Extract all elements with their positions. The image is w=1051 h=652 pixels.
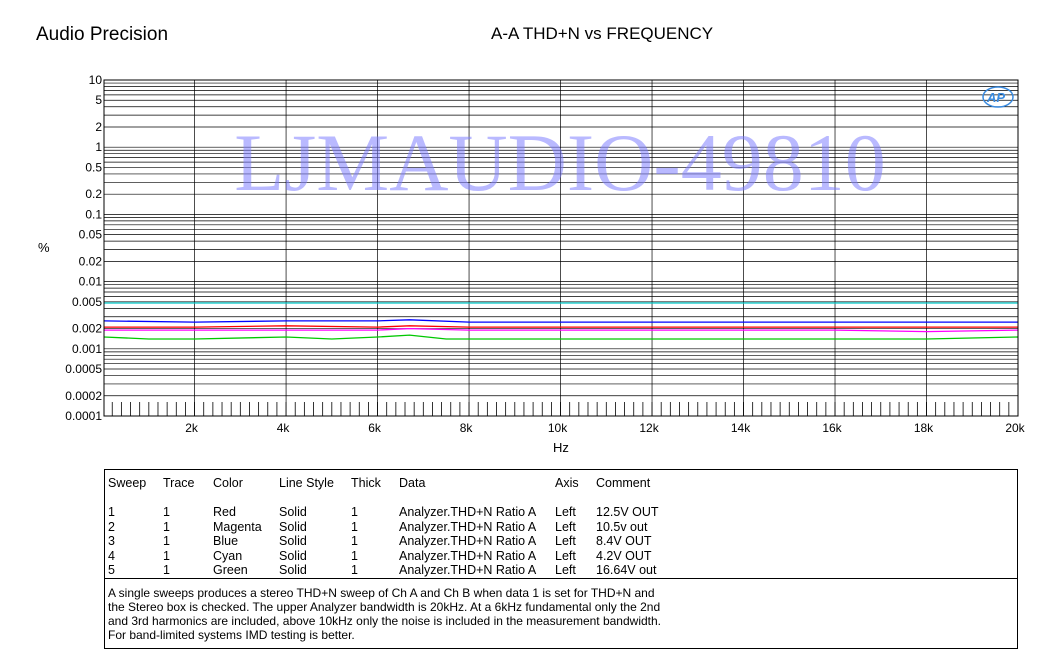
series-line-blue: [104, 320, 1018, 322]
x-tick-label: 12k: [639, 421, 659, 435]
series-line-green: [104, 335, 1018, 339]
y-tick-label: 1: [95, 140, 102, 155]
legend-cell-axis: Left: [555, 548, 576, 563]
series-line-red: [104, 326, 1018, 327]
legend-cell-linestyle: Solid: [279, 534, 307, 548]
legend-cell-sweep: 1: [108, 505, 115, 519]
legend-cell-thick: 1: [351, 534, 358, 548]
legend-cell-data: Analyzer.THD+N Ratio A: [399, 519, 537, 534]
legend-cell-comment: 16.64V out: [596, 563, 657, 577]
x-tick-label: 16k: [822, 421, 842, 435]
legend-cell-comment: 8.4V OUT: [596, 534, 652, 548]
legend-cell-thick: 1: [351, 548, 358, 563]
y-tick-label: 0.0005: [65, 362, 102, 377]
legend-cell-data: Analyzer.THD+N Ratio A: [399, 505, 537, 519]
x-tick-label: 10k: [547, 421, 568, 435]
legend-header-linestyle: Line Style: [279, 476, 334, 490]
x-axis-label: Hz: [553, 440, 569, 455]
x-tick-label: 2k: [185, 421, 198, 435]
y-tick-label: 0.005: [71, 294, 102, 309]
legend-divider: [105, 578, 1017, 579]
y-tick-label: 5: [95, 93, 102, 108]
legend-cell-trace: 1: [163, 563, 170, 577]
legend-header-axis: Axis: [555, 476, 579, 490]
legend-cell-data: Analyzer.THD+N Ratio A: [399, 563, 537, 577]
legend-cell-comment: 10.5v out: [596, 519, 648, 534]
ap-logo-icon: [983, 87, 1013, 107]
y-tick-label: 0.0002: [65, 388, 102, 403]
legend-cell-trace: 1: [163, 548, 170, 563]
y-tick-label: 0.1: [85, 207, 102, 222]
legend-row: [105, 534, 1017, 549]
legend-cell-color: Magenta: [213, 519, 262, 534]
legend-cell-comment: 4.2V OUT: [596, 548, 652, 563]
legend-cell-trace: 1: [163, 505, 170, 519]
y-tick-label: 0.0001: [65, 409, 102, 423]
legend-header-sweep: Sweep: [108, 476, 147, 490]
ap-logo-text: AP: [986, 90, 1006, 105]
legend-cell-axis: Left: [555, 505, 576, 519]
legend-header-color: Color: [213, 476, 243, 490]
legend-cell-color: Red: [213, 505, 236, 519]
legend-cell-sweep: 3: [108, 534, 115, 548]
y-tick-label: 2: [95, 119, 102, 134]
legend-header-data: Data: [399, 476, 426, 490]
y-tick-label: 10: [88, 73, 102, 87]
legend-cell-color: Blue: [213, 534, 239, 548]
x-tick-label: 8k: [459, 421, 473, 435]
legend-row: [105, 549, 1017, 564]
y-axis-label: %: [38, 240, 50, 255]
y-tick-label: 0.001: [71, 341, 102, 356]
x-tick-label: 6k: [368, 421, 381, 435]
legend-cell-sweep: 2: [108, 519, 115, 534]
y-tick-label: 0.05: [78, 227, 102, 242]
legend-cell-sweep: 5: [108, 563, 115, 577]
legend-comment: A single sweeps produces a stereo THD+N sweep of Ch A and Ch B when data 1 is set for THD+N and the Stereo box is checked. The upper Analyzer bandwidth is 20kHz. At a 6kHz fundamental only the 2nd and 3rd harmonics are included, above 10kHz only the noise is included in the measurement bandwidth. For band-limited systems IMD testing is better.: [108, 586, 661, 642]
legend-cell-thick: 1: [351, 505, 358, 519]
y-tick-label: 0.2: [85, 187, 102, 202]
legend-cell-trace: 1: [163, 534, 170, 548]
legend-row: [105, 563, 1017, 578]
x-tick-label: 4k: [276, 421, 290, 435]
chart-title: A-A THD+N vs FREQUENCY: [491, 24, 714, 43]
x-tick-label: 14k: [730, 421, 751, 435]
legend-header-thick: Thick: [351, 476, 381, 490]
y-tick-label: 0.5: [85, 160, 102, 175]
legend-cell-axis: Left: [555, 519, 576, 534]
legend-cell-data: Analyzer.THD+N Ratio A: [399, 534, 537, 548]
legend-cell-axis: Left: [555, 534, 576, 548]
legend-cell-comment: 12.5V OUT: [596, 505, 659, 519]
legend-cell-thick: 1: [351, 563, 358, 577]
y-tick-label: 0.01: [78, 274, 102, 289]
legend-cell-data: Analyzer.THD+N Ratio A: [399, 548, 537, 563]
y-tick-label: 0.002: [71, 321, 102, 336]
legend-cell-axis: Left: [555, 563, 576, 577]
legend-cell-trace: 1: [163, 519, 170, 534]
legend-header-comment: Comment: [596, 476, 651, 490]
x-tick-label: 20k: [1005, 421, 1025, 435]
legend-row: [105, 505, 1017, 520]
legend-cell-linestyle: Solid: [279, 563, 307, 577]
legend-row: [105, 520, 1017, 535]
legend-table: [104, 469, 1018, 649]
legend-cell-linestyle: Solid: [279, 548, 307, 563]
legend-cell-color: Green: [213, 563, 248, 577]
x-tick-label: 18k: [913, 421, 934, 435]
legend-cell-sweep: 4: [108, 548, 115, 563]
brand-label: Audio Precision: [36, 24, 169, 45]
watermark-text: LJMAUDIO-49810: [234, 117, 886, 208]
legend-header-trace: Trace: [163, 476, 195, 490]
legend-cell-linestyle: Solid: [279, 519, 307, 534]
legend-cell-thick: 1: [351, 519, 358, 534]
legend-cell-color: Cyan: [213, 548, 243, 563]
y-tick-label: 0.02: [78, 254, 102, 269]
legend-cell-linestyle: Solid: [279, 505, 307, 519]
legend-header-row: [105, 476, 1017, 491]
series-line-magenta: [104, 329, 1018, 332]
